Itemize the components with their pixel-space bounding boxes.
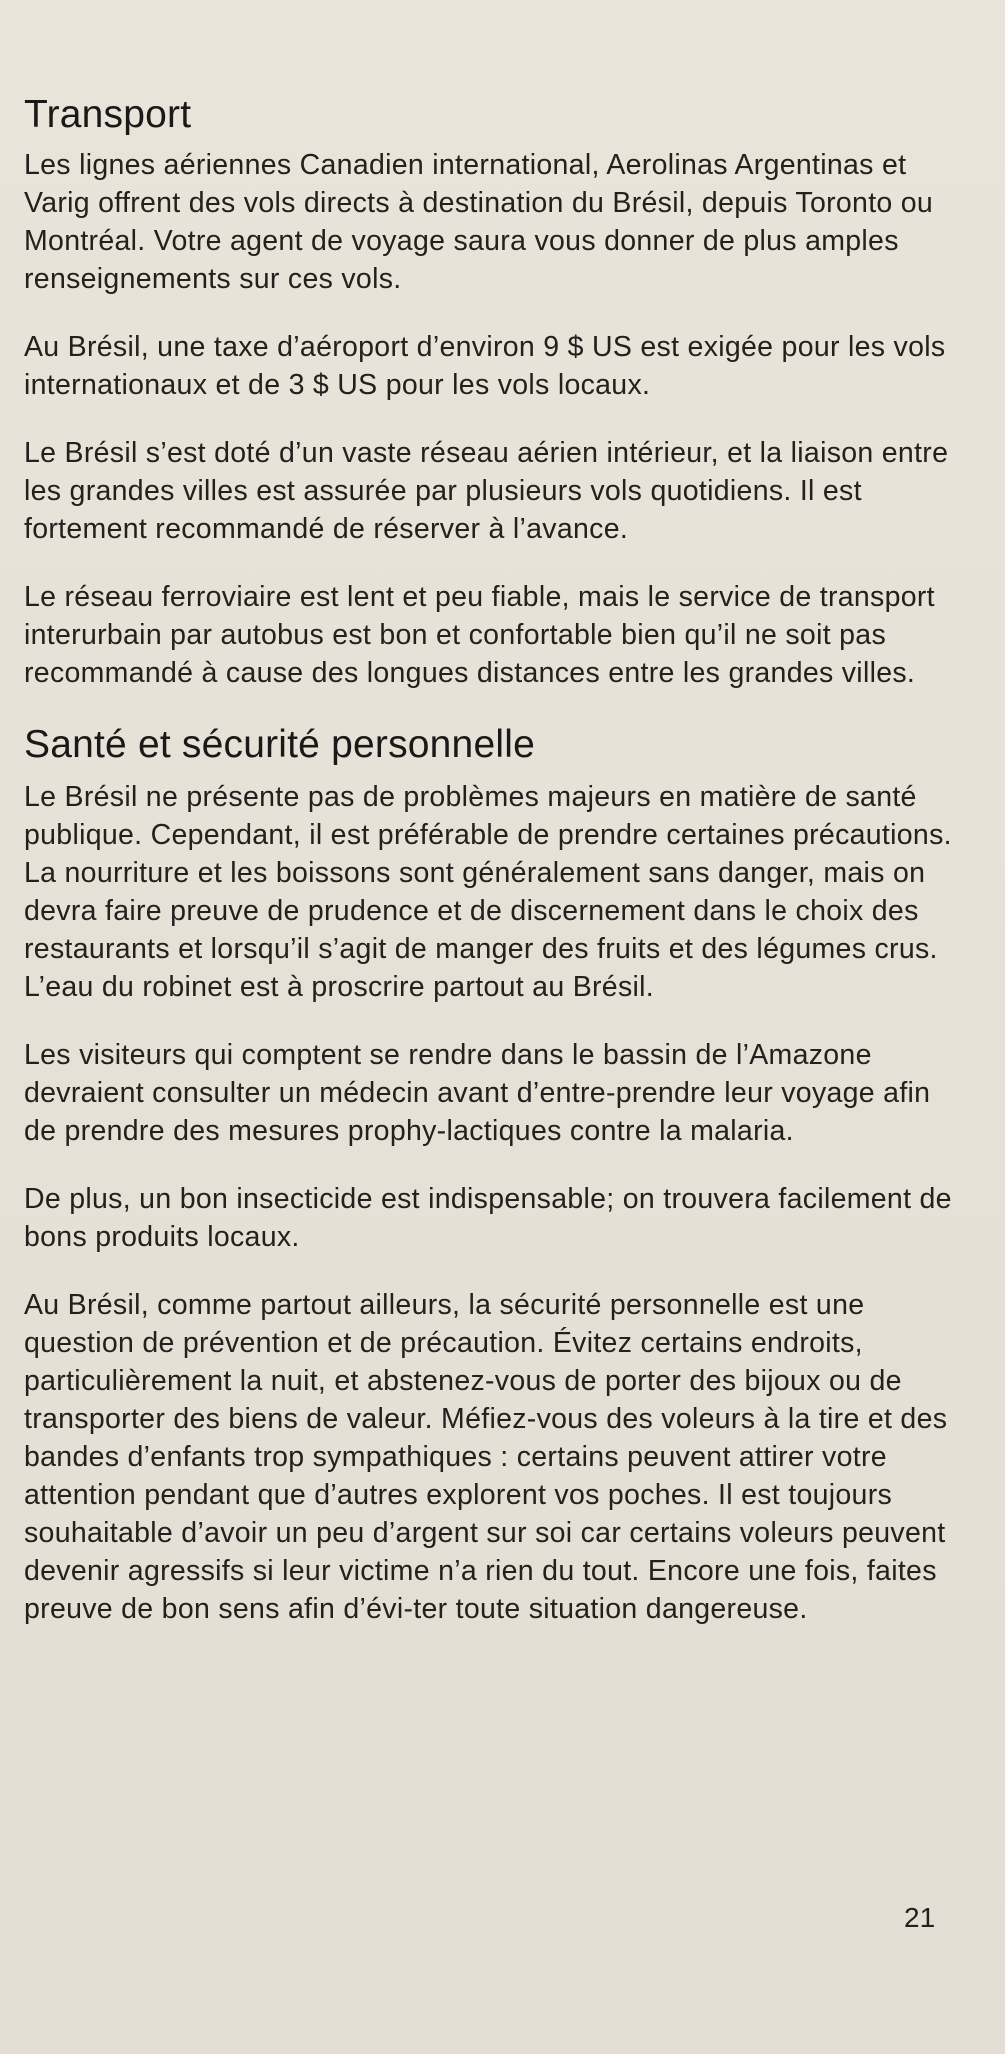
page-number: 21 [904,1902,936,1933]
section-title-transport: Transport [24,93,192,136]
paragraph-personal-security: Au Brésil, comme partout ailleurs, la sécurité personnelle est une question de prévention et de précaution. Évitez certains endroits, particulièrement la nuit, et abstenez-vous de porter des bijoux ou de transporter des biens de valeur. Méfiez-vous des voleurs à la tire et des bandes d’enfants trop sympathiques : certains peuvent attirer votre attention pendant que d’autres explorent vos poches. Il est toujours souhaitable d’avoir un peu d’argent sur soi car certains voleurs peuvent devenir agressifs si leur victime n’a rien du tout. Encore une fois, faites preuve de bon sens afin d’évi-ter toute situation dangereuse. [24,1289,948,1625]
paragraph-public-health: Le Brésil ne présente pas de problèmes majeurs en matière de santé publique. Cependant, il est préférable de prendre certaines précautions. La nourriture et les boissons sont généralement sans danger, mais on devra faire preuve de prudence et de discernement dans le choix des restaurants et lorsqu’il s’agit de manger des fruits et des légumes crus. L’eau du robinet est à proscrire partout au Brésil. [24,781,952,1003]
section-transport [24,92,959,692]
paragraph-airlines: Les lignes aériennes Canadien international, Aerolinas Argentinas et Varig offrent des vols directs à destination du Brésil, depuis Toronto ou Montréal. Votre agent de voyage saura vous donner de plus amples renseignements sur ces vols. [24,149,934,295]
section-title-health-safety: Santé et sécurité personnelle [24,723,535,766]
paragraph-insecticide: De plus, un bon insecticide est indispensable; on trouvera facilement de bons produits locaux. [24,1183,952,1253]
paragraph-domestic-flights: Le Brésil s’est doté d’un vaste réseau aérien intérieur, et la liaison entre les grandes villes est assurée par plusieurs vols quotidiens. Il est fortement recommandé de réserver à l’avance. [24,437,949,545]
paragraph-amazon-malaria: Les visiteurs qui comptent se rendre dans le bassin de l’Amazone devraient consulter un médecin avant d’entre-prendre leur voyage afin de prendre des mesures prophy-lactiques contre la malaria. [24,1039,931,1147]
section-health-safety [24,722,959,1628]
paragraph-rail-bus: Le réseau ferroviaire est lent et peu fiable, mais le service de transport interurbain par autobus est bon et confortable bien qu’il ne soit pas recommandé à cause des longues distances entre les grandes villes. [24,581,935,689]
page-content [24,92,959,1658]
paragraph-airport-tax: Au Brésil, une taxe d’aéroport d’environ 9 $ US est exigée pour les vols internationaux et de 3 $ US pour les vols locaux. [24,331,946,401]
